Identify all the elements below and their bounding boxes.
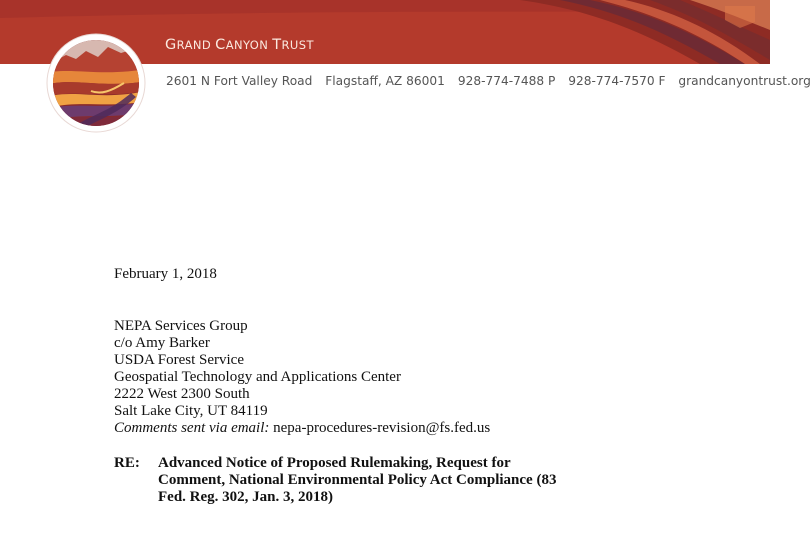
recipient-address — [114, 318, 490, 437]
canyon-logo — [46, 33, 146, 133]
fax-number: 928-774-7570 F — [568, 74, 666, 88]
phone-number: 928-774-7488 P — [457, 74, 556, 88]
email-prefix: Comments sent via email: — [114, 420, 270, 436]
recipient-line: Salt Lake City, UT 84119 — [114, 403, 268, 419]
org-name-initial-2: C — [215, 37, 226, 53]
recipient-line: Geospatial Technology and Applications Center — [114, 369, 401, 385]
re-subject-line: Advanced Notice of Proposed Rulemaking, Request for — [158, 455, 511, 471]
org-name-initial-3: T — [272, 37, 282, 53]
re-subject-line: Comment, National Environmental Policy Act Compliance (83 — [158, 472, 557, 488]
city-address: Flagstaff, AZ 86001 — [325, 74, 445, 88]
org-name — [165, 37, 314, 53]
re-label: RE: — [114, 455, 140, 471]
recipient-email[interactable]: nepa-procedures-revision@fs.fed.us — [269, 420, 491, 436]
street-address: 2601 N Fort Valley Road — [166, 74, 313, 88]
org-name-part-3: RUST — [281, 38, 314, 52]
recipient-line: USDA Forest Service — [114, 352, 244, 368]
re-subject-line: Fed. Reg. 302, Jan. 3, 2018) — [158, 489, 333, 505]
org-name-initial-1: G — [165, 37, 177, 53]
re-subject — [158, 455, 678, 506]
recipient-line: 2222 West 2300 South — [114, 386, 250, 402]
email-line — [114, 420, 490, 437]
contact-line — [166, 74, 811, 88]
website-link[interactable]: grandcanyontrust.org — [678, 74, 811, 88]
recipient-line: c/o Amy Barker — [114, 335, 210, 351]
org-name-part-1: RAND — [176, 38, 216, 52]
recipient-line: NEPA Services Group — [114, 318, 248, 334]
org-name-part-2: ANYON — [225, 38, 273, 52]
letter-date: February 1, 2018 — [114, 266, 217, 282]
